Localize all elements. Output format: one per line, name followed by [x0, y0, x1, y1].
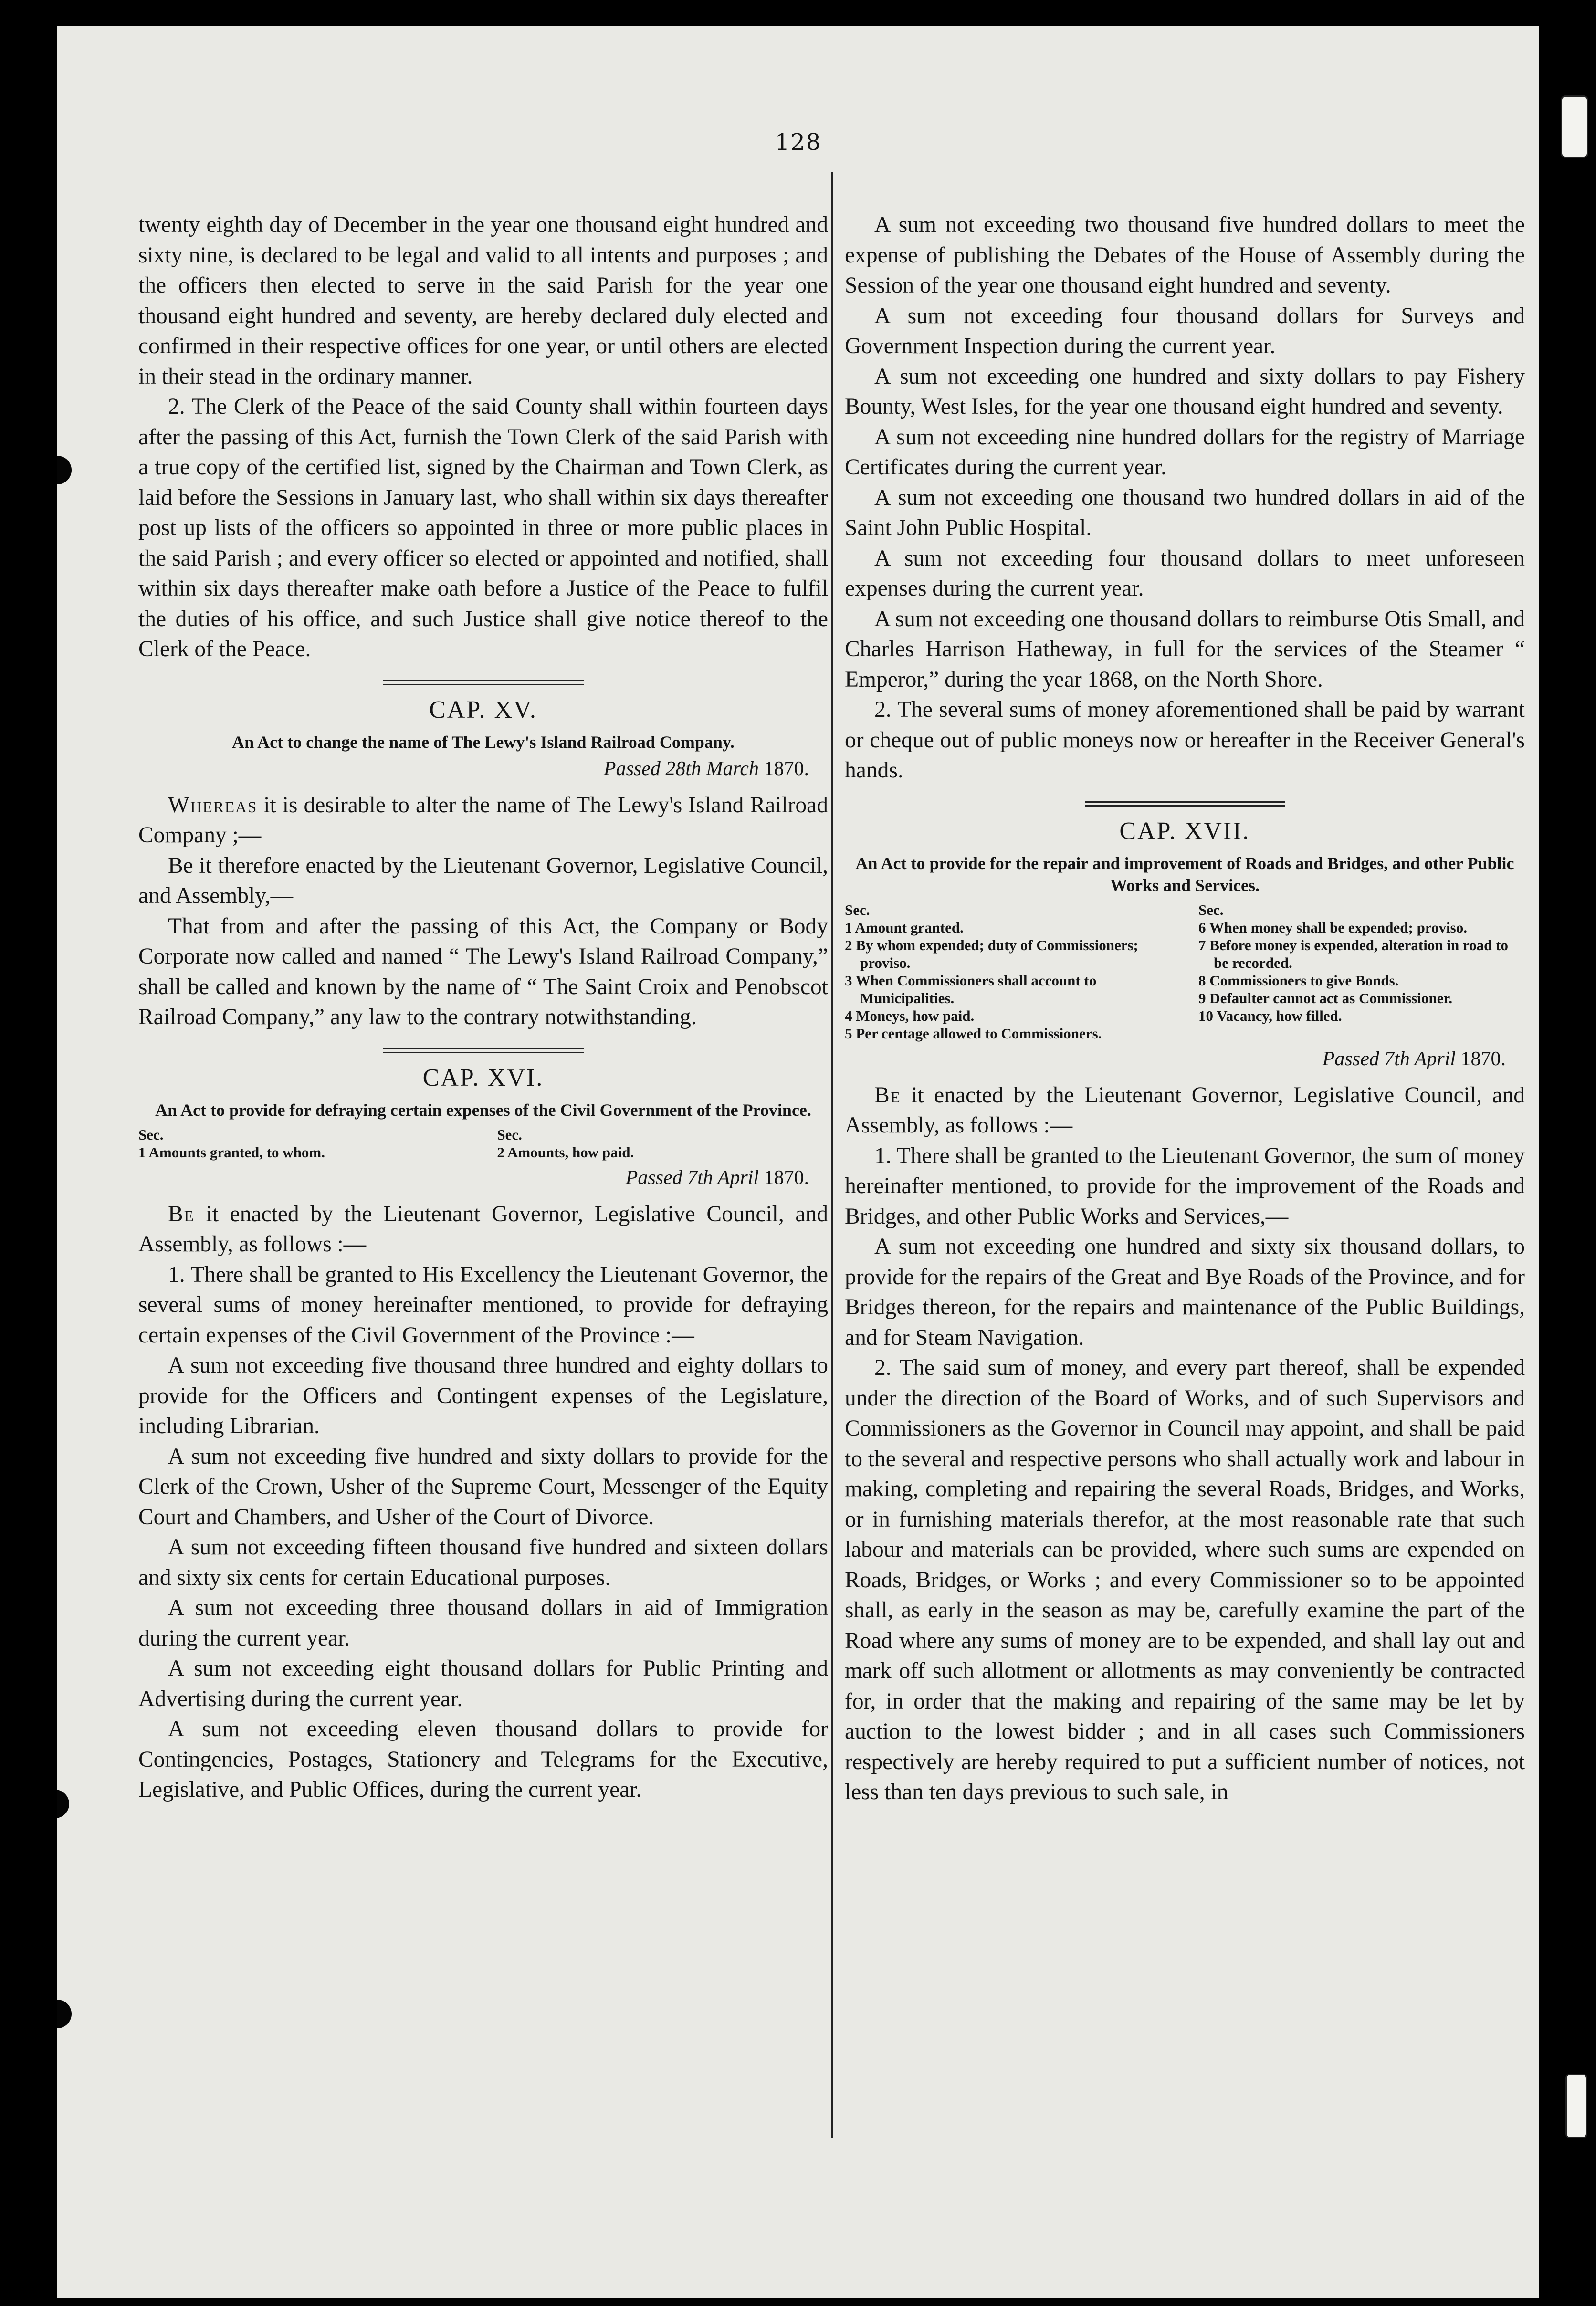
paragraph-text: it enacted by the Lieutenant Governor, Legislative Council, and Assembly, as follows :— [845, 1082, 1525, 1138]
passed-date [138, 1165, 809, 1191]
section-rule [1085, 801, 1285, 807]
sec-item: 1 Amounts granted, to whom. [138, 1143, 325, 1161]
paragraph: A sum not exceeding two thousand five hundred dollars to meet the expense of publishing the Debates of the House of Assembly during the Session of the year one thousand eight hundred and seventy. [845, 212, 1525, 298]
paragraph: A sum not exceeding four thousand dollars for Surveys and Government Inspection during the current year. [845, 303, 1525, 358]
act-title: An Act to change the name of The Lewy's Island Railroad Company. [232, 732, 735, 752]
paragraph: A sum not exceeding one hundred and sixty six thousand dollars, to provide for the repairs of the Great and Bye Roads of the Province, and for Bridges thereon, for the repairs and maintenance of the Public Buildings, and for Steam Navigation. [845, 1234, 1525, 1350]
chapter-heading: CAP. XVI. [422, 1064, 544, 1091]
sec-item: 7 Before money is expended, alteration in road to be recorded. [1198, 936, 1508, 971]
paragraph: A sum not exceeding fifteen thousand five hundred and sixteen dollars and sixty six cents for certain Educational purposes. [138, 1535, 828, 1590]
paragraph-text: it enacted by the Lieutenant Governor, Legislative Council, and Assembly, as follows :— [138, 1201, 828, 1257]
right-column [845, 210, 1525, 1808]
paragraph: A sum not exceeding five hundred and sixty dollars to provide for the Clerk of the Crown, Usher of the Supreme Court, Messenger of the Equity Court and Chambers, and Usher of the Court of Divorce. [138, 1444, 828, 1530]
sec-item: 4 Moneys, how paid. [845, 1007, 975, 1024]
section-rule [383, 680, 584, 685]
sec-item: 2 Amounts, how paid. [497, 1143, 634, 1161]
paragraph: That from and after the passing of this Act, the Company or Body Corporate now called and named “ The Lewy's Island Railroad Company,” shall be called and known by the name of “ The Saint Croix and Penobscot Railroad Company,” any law to the contrary notwithstanding. [138, 913, 828, 1029]
paragraph: 1. There shall be granted to His Excellency the Lieutenant Governor, the several sums of money hereinafter mentioned, to provide for defraying certain expenses of the Civil Government of the Province :— [138, 1262, 828, 1348]
passed-year: 1870. [1460, 1048, 1506, 1070]
paragraph: A sum not exceeding one hundred and sixty dollars to pay Fishery Bounty, West Isles, for the year one thousand eight hundred and seventy. [845, 364, 1525, 419]
scan-tab [1561, 95, 1588, 158]
act-title: An Act to provide for defraying certain expenses of the Civil Government of the Province. [155, 1100, 811, 1120]
paragraph: A sum not exceeding five thousand three hundred and eighty dollars to provide for the Officers and Contingent expenses of the Legislature, including Librarian. [138, 1353, 828, 1438]
passed-date [138, 756, 809, 782]
binding-hole [57, 1790, 69, 1818]
paragraph: A sum not exceeding nine hundred dollars for the registry of Marriage Certificates during the current year. [845, 424, 1525, 480]
section-summary-col [138, 1126, 470, 1161]
paragraph: A sum not exceeding eight thousand dollars for Public Printing and Advertising during the current year. [138, 1656, 828, 1711]
paragraph: Be it therefore enacted by the Lieutenant Governor, Legislative Council, and Assembly,— [138, 853, 828, 908]
passed-label: Passed 7th April [1322, 1048, 1456, 1070]
passed-label: Passed 7th April [625, 1166, 759, 1189]
sec-item: 3 When Commissioners shall account to Municipalities. [845, 972, 1097, 1006]
sec-item: 10 Vacancy, how filled. [1198, 1007, 1342, 1024]
sec-label: Sec. [497, 1126, 522, 1143]
paragraph: 2. The Clerk of the Peace of the said County shall within fourteen days after the passing of this Act, furnish the Town Clerk of the said Parish with a true copy of the certified list, signed by the Chairman and Town Clerk, as laid before the Sessions in January last, who shall within six days thereafter post up lists of the officers so appointed in three or more public places in the said Parish ; and every officer so elected or appointed and notified, shall within six days thereafter make oath before a Justice of the Peace to fulfil the duties of his office, and such Justice shall give notice thereof to the Clerk of the Peace. [138, 394, 828, 661]
paragraph [138, 1199, 828, 1260]
left-column [138, 210, 828, 1805]
page-number: 128 [775, 129, 822, 156]
sec-label: Sec. [1198, 901, 1224, 918]
binding-hole [57, 2000, 72, 2028]
act-title: An Act to provide for the repair and improvement of Roads and Bridges, and other Public Works and Services. [855, 853, 1514, 895]
sec-label: Sec. [845, 901, 870, 918]
paragraph [845, 1080, 1525, 1141]
paragraph: A sum not exceeding eleven thousand dollars to provide for Contingencies, Postages, Stationery and Telegrams for the Executive, Legislative, and Public Offices, during the current year. [138, 1717, 828, 1802]
paragraph: 1. There shall be granted to the Lieutenant Governor, the sum of money hereinafter mentioned, to provide for the improvement of the Roads and Bridges, and other Public Works and Services,— [845, 1143, 1525, 1229]
section-summary [845, 901, 1525, 1042]
binding-hole [57, 456, 72, 484]
section-summary-col [1198, 901, 1525, 1042]
passed-label: Passed 28th March [603, 757, 759, 780]
chapter-heading: CAP. XVII. [1119, 817, 1250, 845]
chapter-heading: CAP. XV. [429, 696, 537, 723]
lead-word: Whereas [168, 792, 258, 818]
section-summary-col [845, 901, 1171, 1042]
scan-tab [1565, 2074, 1587, 2138]
paragraph: A sum not exceeding four thousand dollars to meet unforeseen expenses during the current year. [845, 545, 1525, 601]
paragraph [138, 790, 828, 851]
sec-item: 6 When money shall be expended; proviso. [1198, 919, 1467, 936]
passed-date [845, 1046, 1506, 1072]
section-summary [138, 1126, 828, 1161]
document-page [57, 26, 1539, 2298]
column-divider [831, 172, 833, 2138]
section-summary-col [497, 1126, 828, 1161]
lead-word: Be [168, 1201, 195, 1226]
paragraph: 2. The said sum of money, and every part thereof, shall be expended under the direction of the Board of Works, and of such Supervisors and Commissioners as the Governor in Council may appoint, and shall be paid to the several and respective persons who shall actually work and labour in making, completing and repairing the several Roads, Bridges, and Works, or in furnishing materials therefor, at the most reasonable rate that such labour and materials can be provided, where such sums are expended on Roads, Bridges, or Works ; and every Commissioner so to be appointed shall, as early in the season as may be, carefully examine the part of the Road where any sums of money are to be expended, and shall lay out and mark off such allotment or allotments as may conveniently be contracted for, in order that the making and repairing of the same may be let by auction to the lowest bidder ; and in all cases such Commissioners respectively are hereby required to put a sufficient number of notices, not less than ten days previous to such sale, in [845, 1355, 1525, 1804]
paragraph-text: it is desirable to alter the name of The Lewy's Island Railroad Company ;— [138, 792, 828, 848]
sec-item: 2 By whom expended; duty of Commissioners; proviso. [845, 936, 1138, 971]
paragraph: A sum not exceeding one thousand dollars to reimburse Otis Small, and Charles Harrison Hatheway, in full for the services of the Steamer “ Emperor,” during the year 1868, on the North Shore. [845, 606, 1525, 692]
section-rule [383, 1048, 584, 1053]
sec-item: 9 Defaulter cannot act as Commissioner. [1198, 989, 1453, 1006]
sec-item: 8 Commissioners to give Bonds. [1198, 972, 1399, 989]
sec-item: 1 Amount granted. [845, 919, 964, 936]
passed-year: 1870. [764, 1166, 809, 1189]
paragraph: twenty eighth day of December in the year one thousand eight hundred and sixty nine, is declared to be legal and valid to all intents and purposes ; and the officers then elected to serve in the said Parish for the year one thousand eight hundred and seventy, are hereby declared duly elected and confirmed in their respective offices for one year, or until others are elected in their stead in the ordinary manner. [138, 212, 828, 389]
sec-label: Sec. [138, 1126, 164, 1143]
paragraph: A sum not exceeding one thousand two hundred dollars in aid of the Saint John Public Hospital. [845, 485, 1525, 540]
passed-year: 1870. [764, 757, 809, 780]
paragraph: 2. The several sums of money aforementioned shall be paid by warrant or cheque out of public moneys now or hereafter in the Receiver General's hands. [845, 697, 1525, 783]
paragraph: A sum not exceeding three thousand dollars in aid of Immigration during the current year. [138, 1595, 828, 1651]
lead-word: Be [874, 1082, 901, 1108]
sec-item: 5 Per centage allowed to Commissioners. [845, 1025, 1102, 1042]
